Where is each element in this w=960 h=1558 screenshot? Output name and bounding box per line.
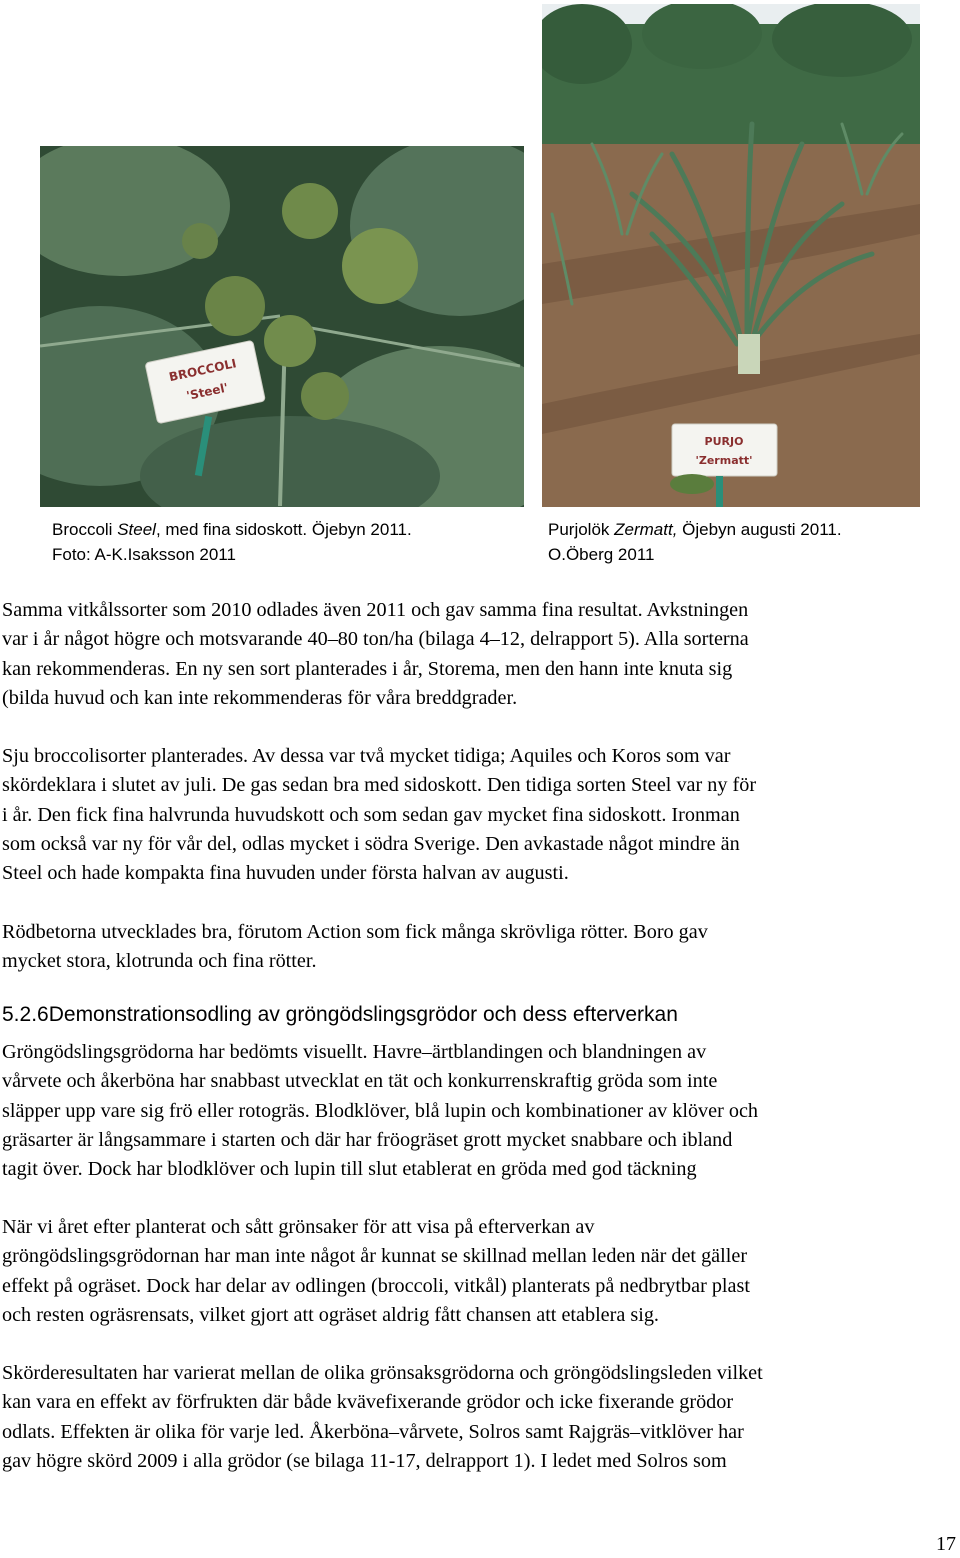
text-line: gräsarter är långsammare i starten och där har fröogräset grott mycket snabbare och ibland [2,1128,733,1151]
broccoli-caption-credit: Foto: A-K.Isaksson 2011 [52,545,236,564]
broccoli-label-line2: 'Steel' [185,380,230,403]
leek-caption [548,517,842,567]
text-line: gröngödslingsgrödornan har man inte något år kunnat se skillnad mellan leden när det gäller [2,1245,748,1268]
text-line: var i år något högre och motsvarande 40–80 ton/ha (bilaga 4–12, delrapport 5). Alla sorterna [2,628,749,651]
page-number: 17 [936,1533,956,1555]
paragraph-green-manure [2,1038,952,1184]
text-line: Samma vitkålssorter som 2010 odlades även 2011 och gav samma fina resultat. Avkstningen [2,599,749,621]
paragraph-yield [2,1359,952,1476]
paragraph-beetroot [2,918,952,977]
text-line: När vi året efter planterat och sått grönsaker för att visa på efterverkan av [2,1216,595,1238]
text-line: som också var ny för vår del, odlas mycket i södra Sverige. Den avkastade något mindre än [2,832,740,855]
broccoli-photo [40,146,524,507]
text-line: i år. Den fick fina halvrunda huvudskott och som sedan gav mycket fina sidoskott. Ironman [2,803,740,826]
text-line: kan rekommenderas. En ny sen sort planterades i år, Storema, men den hann inte knuta sig [2,657,733,680]
leek-caption-line1: Purjolök Zermatt, Öjebyn augusti 2011. [548,520,842,539]
broccoli-label-line1: BROCCOLI [167,356,238,385]
text-line: kan vara en effekt av förfrukten där både kvävefixerande grödor och icke fixerande grödor [2,1391,734,1414]
leek-photo [542,4,920,507]
text-line: (bilda huvud och kan inte rekommenderas för våra breddgrader. [2,686,518,709]
text-line: effekt på ogräset. Dock har delar av odlingen (broccoli, vitkål) planterats på nedbrytbar plast [2,1274,750,1297]
text-line: släpper upp vare sig frö eller rotogräs. Blodklöver, blå lupin och kombinationer av klöver och [2,1099,759,1122]
text-line: gav högre skörd 2009 i alla grödor (se bilaga 11-17, delrapport 1). I ledet med Solros som [2,1449,727,1472]
paragraph-cabbage [2,596,952,713]
text-line: skördeklara i slutet av juli. De gas sedan bra med sidoskott. Den tidiga sorten Steel var ny för [2,774,757,797]
text-line: mycket stora, klotrunda och fina rötter. [2,950,317,973]
text-line: Gröngödslingsgrödorna har bedömts visuellt. Havre–ärtblandingen och blandningen av [2,1041,707,1063]
text-line: Rödbetorna utvecklades bra, förutom Action som fick många skrövliga rötter. Boro gav [2,921,708,943]
leek-caption-credit: O.Öberg 2011 [548,545,655,564]
text-line: Steel och hade kompakta fina huvuden under första halvan av augusti. [2,862,569,885]
text-line: odlats. Effekten är olika för varje led. Åkerböna–vårvete, Solros samt Rajgräs–vitklöver har [2,1420,744,1443]
text-line: vårvete och åkerböna har snabbast utvecklat en tät och konkurrenskraftig gröda som inte [2,1070,718,1093]
section-heading [2,1000,678,1030]
leek-label-line1: PURJO [704,435,744,448]
section-title: Demonstrationsodling av gröngödslingsgrödor och dess efterverkan [48,1003,678,1026]
text-line: och resten ogräsrensats, vilket gjort att ogräset aldrig fått chansen att etablera sig. [2,1303,659,1326]
broccoli-caption-line1: Broccoli Steel, med fina sidoskott. Öjebyn 2011. [52,520,412,539]
leek-illustration [542,4,920,507]
text-line: tagit över. Dock har blodklöver och lupin till slut etablerat en gröda med god täckning [2,1158,697,1181]
leek-label-line2: 'Zermatt' [695,454,753,467]
broccoli-caption [52,517,412,567]
text-line: Skörderesultaten har varierat mellan de olika grönsaksgrödorna och gröngödslingsleden vilket [2,1362,763,1384]
text-line: Sju broccolisorter planterades. Av dessa var två mycket tidiga; Aquiles och Koros som var [2,745,731,767]
paragraph-broccoli [2,742,952,888]
paragraph-after-effect [2,1213,952,1330]
section-number: 5.2.6 [2,1003,49,1026]
broccoli-illustration [40,146,524,507]
